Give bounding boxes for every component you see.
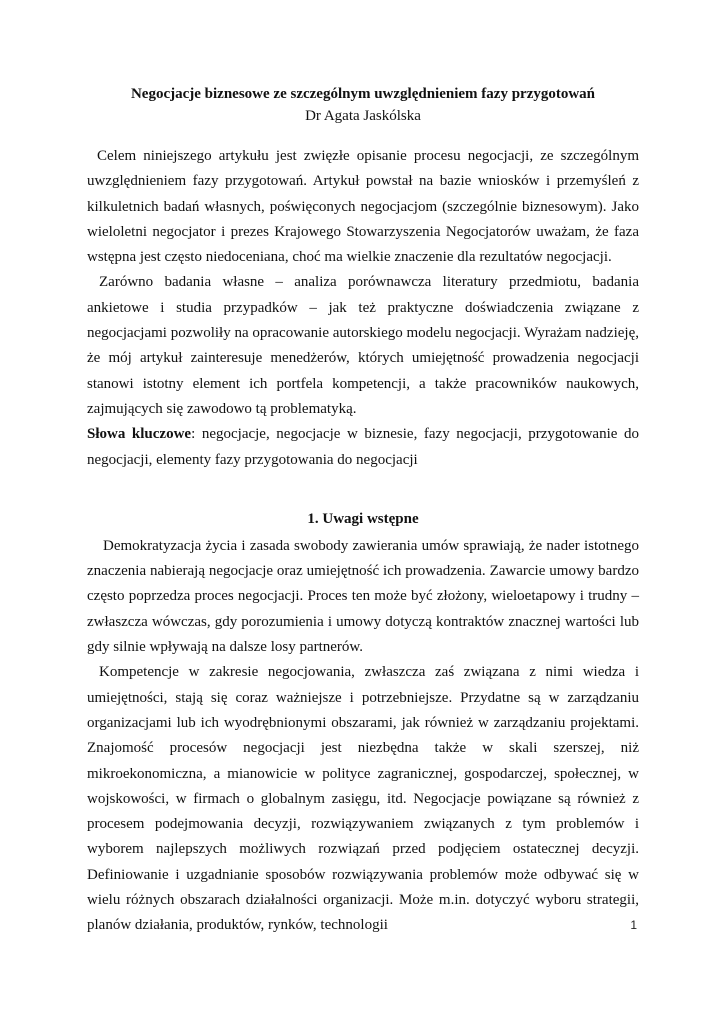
abstract-paragraph-1: Celem niniejszego artykułu jest zwięzłe opisanie procesu negocjacji, ze szczególnym uwzględnieniem fazy przygotowań. Artykuł powstał na bazie wniosków i przemyśleń z kilkuletnich badań własnych, poświęconych negocjacjom (szczególnie biznesowym). Jako wieloletni negocjator i prezes Krajowego Stowarzyszenia Negocjatorów uważam, że faza wstępna jest często niedoceniana, choć ma wielkie znaczenie dla rezultatów negocjacji.	[87, 148, 639, 266]
abstract-paragraph-2: Zarówno badania własne – analiza porównawcza literatury przedmiotu, badania ankietowe i studia przypadków – jak też praktyczne doświadczenia związane z negocjacjami pozwoliły na opracowanie autorskiego modelu negocjacji. Wyrażam nadzieję, że mój artykuł zainteresuje menedżerów, których umiejętność prowadzenia negocjacji stanowi istotny element ich portfela kompetencji, a także pracowników naukowych, zajmujących się zawodowo tą problematyką.	[87, 274, 639, 417]
section-heading: 1. Uwagi wstępne	[307, 510, 419, 527]
keywords-text: : negocjacje, negocjacje w biznesie, fazy negocjacji, przygotowanie do negocjacji, elementy fazy przygotowania do negocjacji	[87, 426, 639, 468]
section-paragraph-2: Kompetencje w zakresie negocjowania, zwłaszcza zaś związana z nimi wiedza i umiejętności, stają się coraz ważniejsze i potrzebniejsze. Przydatne są w zarządzaniu organizacjami lub ich wyodrębnionymi obszarami, jak również w zarządzaniu projektami. Znajomość procesów negocjacji jest niezbędna także w skali szerszej, niż mikroekonomiczna, a mianowicie w polityce zagranicznej, gospodarczej, społecznej, w wojskowości, w firmach o globalnym zasięgu, itd. Negocjacje powiązane są również z procesem podejmowania decyzji, rozwiązywaniem związanych z tym problemów i wyborem najlepszych możliwych rozwiązań przed podjęciem ostatecznej decyzji. Definiowanie i uzgadnianie sposobów rozwiązywania problemów może odbywać się w wielu różnych obszarach działalności organizacji. Może m.in. dotyczyć wyboru strategii, planów działania, produktów, rynków, technologii	[87, 664, 639, 934]
section-paragraph-1: Demokratyzacja życia i zasada swobody zawierania umów sprawiają, że nader istotnego znaczenia nabierają negocjacje oraz umiejętność ich prowadzenia. Zawarcie umowy bardzo często poprzedza proces negocjacji. Proces ten może być złożony, wieloetapowy i trudny – zwłaszcza wówczas, gdy porozumienia i umowy dotyczą kontraktów znacznej wartości lub gdy silnie wpływają na dalsze losy partnerów.	[87, 537, 639, 656]
page-number: 1	[630, 918, 637, 932]
article-author: Dr Agata Jaskólska	[305, 108, 421, 124]
keywords-label: Słowa kluczowe	[87, 426, 192, 443]
document-page	[87, 83, 639, 939]
article-title: Negocjacje biznesowe ze szczególnym uwzględnieniem fazy przygotowań	[130, 86, 596, 102]
keywords-paragraph	[87, 422, 639, 473]
